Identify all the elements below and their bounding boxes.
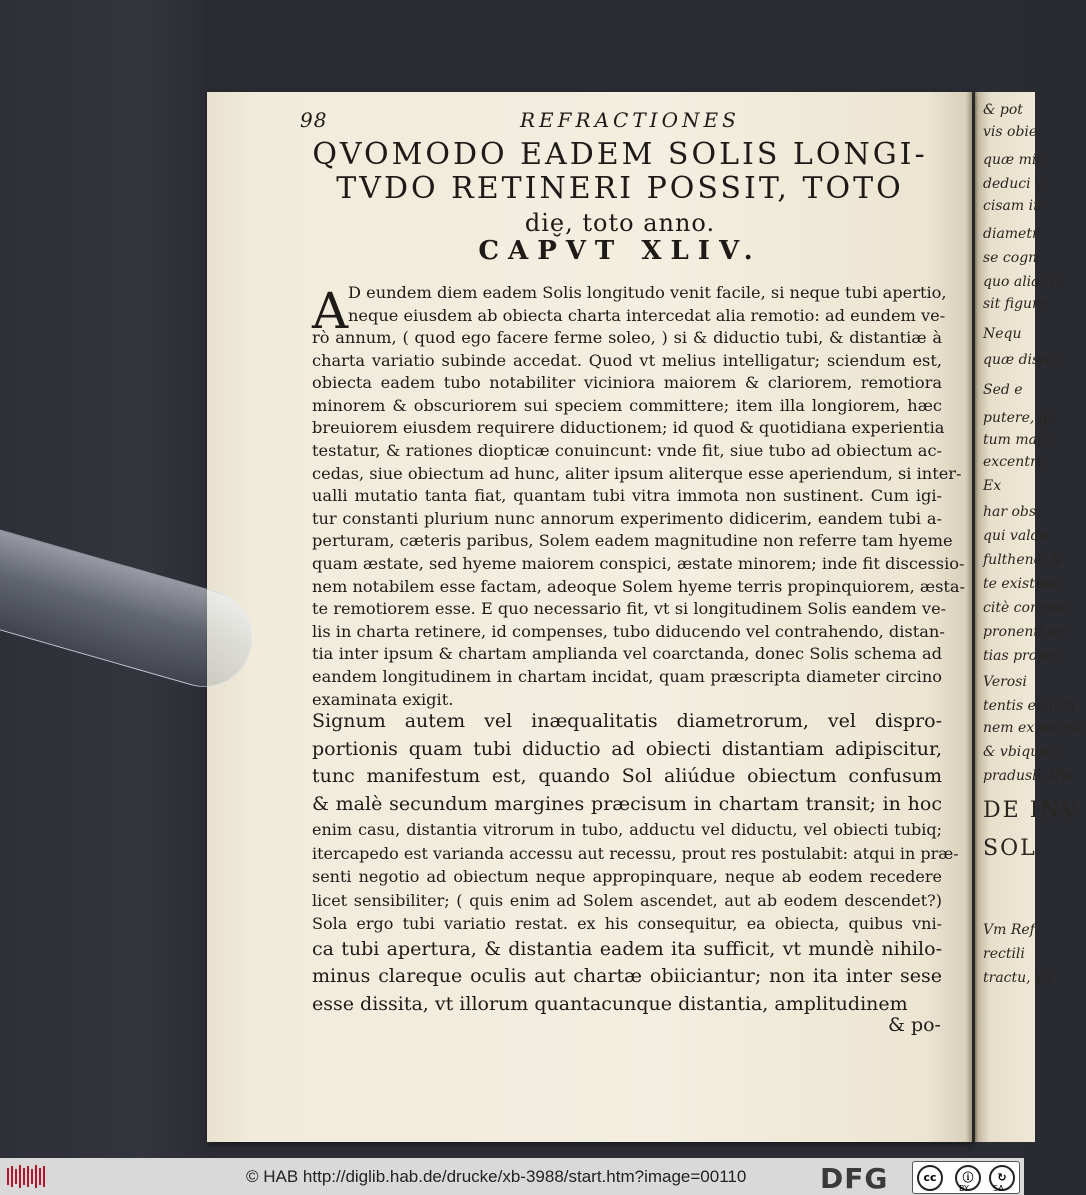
facing-page-fragment: tum mach xyxy=(983,432,1054,448)
facing-page-fragment: qui valde xyxy=(983,528,1048,544)
facing-page-fragment: diametr xyxy=(983,226,1039,242)
title-line: die̮, toto anno. xyxy=(524,209,716,237)
text-line: charta variatio subinde accedat. Quod vt melius intelligatur; sciendum est, xyxy=(312,350,942,370)
paragraph-2 xyxy=(312,708,959,1018)
facing-page-fragment: tractu, vn xyxy=(983,970,1052,986)
facing-page-fragment: nem ex ea qua xyxy=(983,720,1086,736)
text-line: esse dissita, vt illorum quantacunque distantia, amplitudinem xyxy=(312,992,908,1015)
chapter-title xyxy=(300,138,940,240)
text-line: te remotiorem esse. E quo necessario fit, vt si longitudinem Solis eandem ve- xyxy=(312,599,947,619)
title-line: QVOMODO EADEM SOLIS LONGI- xyxy=(312,137,928,172)
facing-page-fragment: tias propor xyxy=(983,648,1062,664)
drop-capital: A xyxy=(312,282,349,340)
facing-page-fragment: vis obie xyxy=(983,124,1038,140)
text-line: perturam, cæteris paribus, Solem eadem magnitudine non referre tam hyeme xyxy=(312,531,953,551)
text-line: ca tubi apertura, & distantia eadem ita sufficit, vt mundè nihilo- xyxy=(312,937,942,960)
facing-page-fragment: quo alias la xyxy=(983,274,1064,290)
facing-page-fragment: te existunt; xyxy=(983,576,1064,592)
text-line: tia inter ipsum & chartam amplianda vel coarctanda, donec Solis schema ad xyxy=(312,644,942,664)
book-spine-shadow xyxy=(966,92,978,1142)
text-line: senti negotio ad obiectum neque appropinquare, neque ab eodem recedere xyxy=(312,867,942,886)
running-head xyxy=(300,108,940,134)
share-alike-icon: ↻ xyxy=(989,1165,1015,1191)
facing-page-fragment: rectili xyxy=(983,946,1025,962)
text-line: minorem & obscuriorem sui speciem committere; item illa longiorem, hæc xyxy=(312,395,942,415)
facing-page-fragment: excentric xyxy=(983,454,1049,470)
text-line: lis in charta retinere, id compenses, tubo diducendo vel contrahendo, distan- xyxy=(312,621,945,641)
facing-page-fragment: deduci vi xyxy=(983,176,1048,192)
facing-page-fragment: citè conspic xyxy=(983,600,1068,616)
facing-page-fragment: se cogn xyxy=(983,250,1038,266)
text-line: enim casu, distantia vitrorum in tubo, adductu vel diductu, vel obiecti tubiq; xyxy=(312,820,942,839)
source-url[interactable]: © HAB http://diglib.hab.de/drucke/xb-3988/start.htm?image=00110 xyxy=(246,1167,747,1186)
text-line: licet sensibiliter; ( quis enim ad Solem ascendet, aut ab eodem descendet?) xyxy=(312,890,942,910)
text-line: breuiorem eiusdem requirere diductionem; id quod & quotidiana experientia xyxy=(312,418,945,438)
title-line: TVDO RETINERI POSSIT, TOTO xyxy=(336,171,904,206)
chapter-number: CAPVT XLIV. xyxy=(478,236,762,266)
facing-page-fragment: Verosi xyxy=(983,674,1027,690)
text-line: cedas, siue obiectum ad hunc, aliter ipsum aliterque esse aperiendum, si inter- xyxy=(312,463,962,483)
facing-page-fragment: cisam in xyxy=(983,198,1043,214)
facing-page-fragment: fulthene, & xyxy=(983,552,1064,568)
paragraph-1-body xyxy=(312,327,966,711)
catchword: & po- xyxy=(888,1014,941,1036)
text-line: Signum autem vel inæqualitatis diametrorum, vel dispro- xyxy=(312,710,942,732)
text-line: Sola ergo tubi variatio restat. ex his consequitur, ea obiecta, quibus vni- xyxy=(312,914,942,933)
page-number: 98 xyxy=(300,108,328,132)
paragraph-1-opening xyxy=(348,282,947,327)
text-line: obiecta eadem tubo notabiliter viciniora maiorem & clariorem, remotiora xyxy=(312,373,942,393)
text-line: quam æstate, sed hyeme maiorem conspici, æstate minorem; inde fit discessio- xyxy=(312,553,965,573)
running-title: REFRACTIONES xyxy=(520,108,740,132)
dfg-logo[interactable]: DFG xyxy=(820,1162,889,1195)
text-line: neque eiusdem ab obiecta charta intercedat alia remotio: ad eundem ve- xyxy=(348,305,946,325)
text-line: tunc manifestum est, quando Sol aliúdue obiectum confusum xyxy=(312,765,942,787)
text-line: testatur, & rationes diopticæ conuincunt: vnde fit, siue tubo ad obiectum ac- xyxy=(312,440,942,460)
text-line: itercapedo est varianda accessu aut recessu, prout res postulabit: atqui in præ- xyxy=(312,843,959,863)
facing-page-fragment: tentis eadem xyxy=(983,698,1075,714)
facing-page-fragment: Vm Ref xyxy=(983,922,1035,938)
facing-page-fragment: Nequ xyxy=(983,326,1022,342)
facing-page-fragment: pronenti ap xyxy=(983,624,1066,640)
facing-page-fragment: & pot xyxy=(983,102,1023,118)
facing-page-fragment: har obs xyxy=(983,504,1037,520)
facing-page-fragment: putere, qu xyxy=(983,410,1057,426)
text-line: nem notabilem esse factam, adeoque Solem hyeme terris propinquiorem, æsta- xyxy=(312,576,966,596)
text-line: ualli mutatio tanta fiat, quantam tubi vitra immota non sustinent. Cum igi- xyxy=(312,486,942,506)
facing-page xyxy=(975,92,1086,1142)
facing-page-fragment: & vbique s xyxy=(983,744,1060,760)
viewer-footer xyxy=(0,1158,1024,1195)
facing-page-fragment: quæ distin xyxy=(983,352,1059,368)
hab-logo-icon[interactable] xyxy=(6,1164,46,1189)
attribution-icon: ⓘ xyxy=(955,1165,981,1191)
text-line: tur constanti plurium nunc annorum experimento didicerim, eandem tubi a- xyxy=(312,508,942,528)
text-line: D eundem diem eadem Solis longitudo venit facile, si neque tubi apertio, xyxy=(348,283,947,302)
sa-label: SA xyxy=(993,1184,1004,1193)
facing-page-fragment: quæ min xyxy=(983,152,1046,168)
facing-page-fragment: pradusli Afla xyxy=(983,768,1074,784)
text-line: eandem longitudinem in chartam incidat, quam præscripta diameter circino xyxy=(312,666,942,686)
facing-page-fragment: DE INV xyxy=(983,798,1080,823)
text-line: portionis quam tubi diductio ad obiecti distantiam adipiscitur, xyxy=(312,737,942,760)
text-line: examinata exigit. xyxy=(312,689,454,709)
cc-icon: cc xyxy=(917,1165,943,1191)
facing-page-fragment: SOL xyxy=(983,836,1037,861)
facing-page-fragment: Ex xyxy=(983,478,1002,494)
by-label: BY xyxy=(959,1184,969,1193)
cc-license-badge[interactable] xyxy=(912,1161,1020,1194)
text-line: minus clareque oculis aut chartæ obiiciantur; non ita inter sese xyxy=(312,965,942,987)
facing-page-fragment: Sed e xyxy=(983,382,1023,398)
text-line: & malè secundum margines præcisum in chartam transit; in hoc xyxy=(312,792,942,815)
text-line: rò annum, ( quod ego facere ferme soleo, ) si & diductio tubi, & distantiæ à xyxy=(312,328,942,347)
facing-page-fragment: sit figura xyxy=(983,296,1048,312)
